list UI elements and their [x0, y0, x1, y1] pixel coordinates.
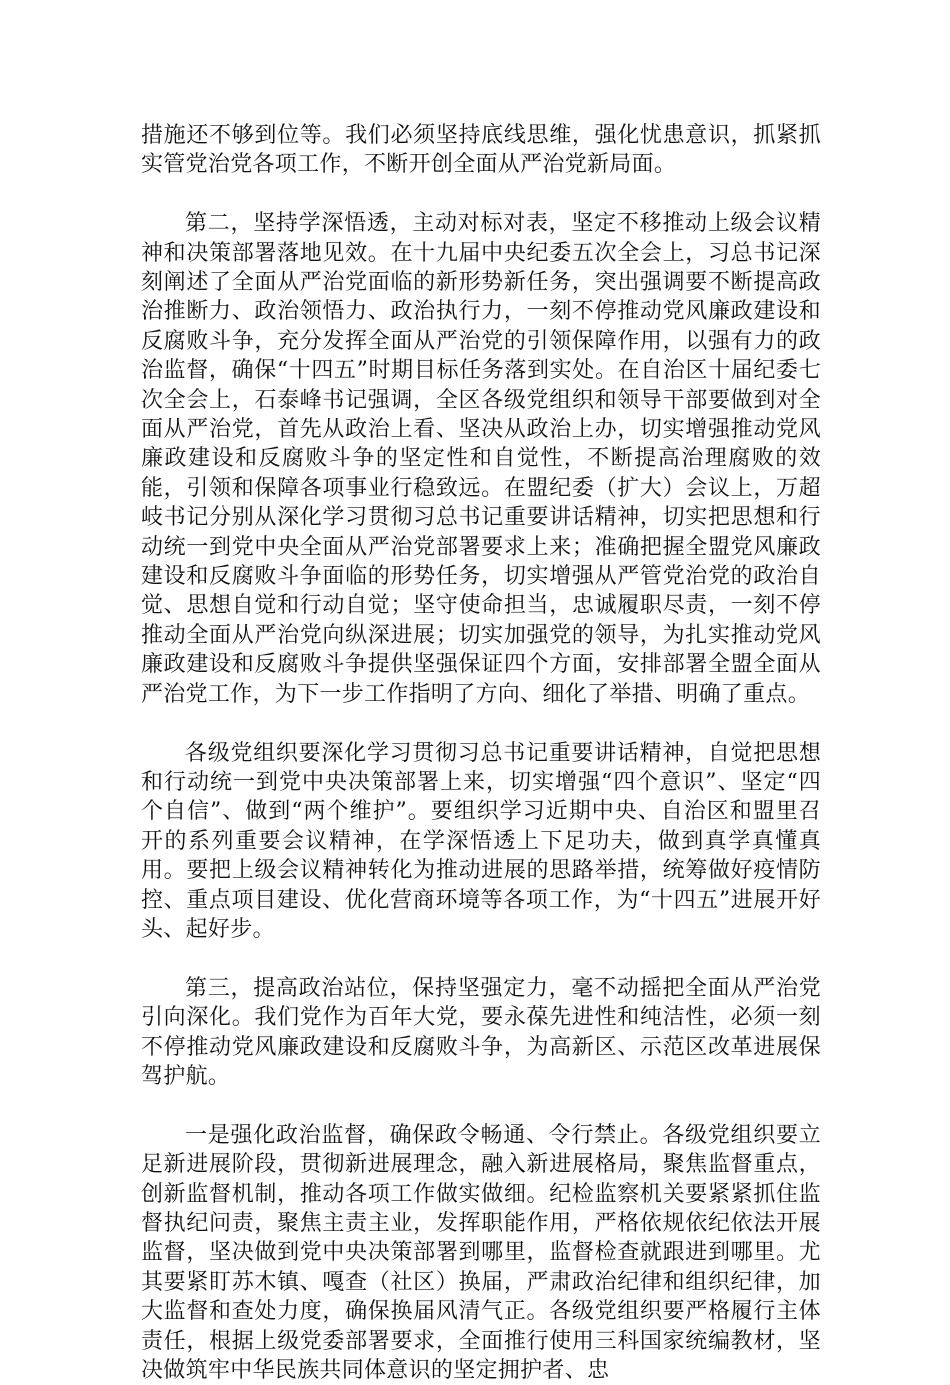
paragraph-3: 各级党组织要深化学习贯彻习总书记重要讲话精神，自觉把思想和行动统一到党中央决策部署上来，切实增强“四个意识”、坚定“四个自信”、做到“两个维护”。要组织学习近期中央、自治区和盟里召开的系列重要会议精神，在学深悟透上下足功夫，做到真学真懂真用。要把上级会议精神转化为推动进展的思路举措，统筹做好疫情防控、重点项目建设、优化营商环境等各项工作，为“十四五”进展开好头、起好步。 — [141, 740, 821, 942]
paragraph-4: 第三，提高政治站位，保持坚强定力，毫不动摇把全面从严治党引向深化。我们党作为百年大党，要永葆先进性和纯洁性，必须一刻不停推动党风廉政建设和反腐败斗争，为高新区、示范区改革进展保驾护航。 — [141, 975, 821, 1089]
paragraph-5: 一是强化政治监督，确保政令畅通、令行禁止。各级党组织要立足新进展阶段，贯彻新进展理念，融入新进展格局，聚焦监督重点，创新监督机制，推动各项工作做实做细。纪检监察机关要紧紧抓住监督执纪问责，聚焦主责主业，发挥职能作用，严格依规依纪依法开展监督，坚决做到党中央决策部署到哪里，监督检查就跟进到哪里。尤其要紧盯苏木镇、嘎查（社区）换届，严肃政治纪律和组织纪律，加大监督和查处力度，确保换届风清气正。各级党组织要严格履行主体责任，根据上级党委部署要求，全面推行使用三科国家统编教材，坚决做筑牢中华民族共同体意识的坚定拥护者、忠 — [141, 1122, 821, 1383]
paragraph-2: 第二，坚持学深悟透，主动对标对表，坚定不移推动上级会议精神和决策部署落地见效。在十九届中央纪委五次全会上，习总书记深刻阐述了全面从严治党面临的新形势新任务，突出强调要不断提高政治推断力、政治领悟力、政治执行力，一刻不停推动党风廉政建设和反腐败斗争，充分发挥全面从严治党的引领保障作用，以强有力的政治监督，确保“十四五”时期目标任务落到实处。在自治区十届纪委七次全会上，石泰峰书记强调，全区各级党组织和领导干部要做到对全面从严治党，首先从政治上看、坚决从政治上办，切实增强推动党风廉政建设和反腐败斗争的坚定性和自觉性，不断提高治理腐败的效能，引领和保障各项事业行稳致远。在盟纪委（扩大）会议上，万超岐书记分别从深化学习贯彻习总书记重要讲话精神，切实把思想和行动统一到党中央全面从严治党部署要求上来；准确把握全盟党风廉政建设和反腐败斗争面临的形势任务，切实增强从严管党治党的政治自觉、思想自觉和行动自觉；坚守使命担当，忠诚履职尽责，一刻不停推动全面从严治党向纵深进展；切实加强党的领导，为扎实推动党风廉政建设和反腐败斗争提供坚强保证四个方面，安排部署全盟全面从严治党工作，为下一步工作指明了方向、细化了举措、明确了重点。 — [141, 211, 821, 707]
paragraph-1: 措施还不够到位等。我们必须坚持底线思维，强化忧患意识，抓紧抓实管党治党各项工作，不断开创全面从严治党新局面。 — [141, 123, 821, 178]
document-body — [141, 121, 821, 1385]
